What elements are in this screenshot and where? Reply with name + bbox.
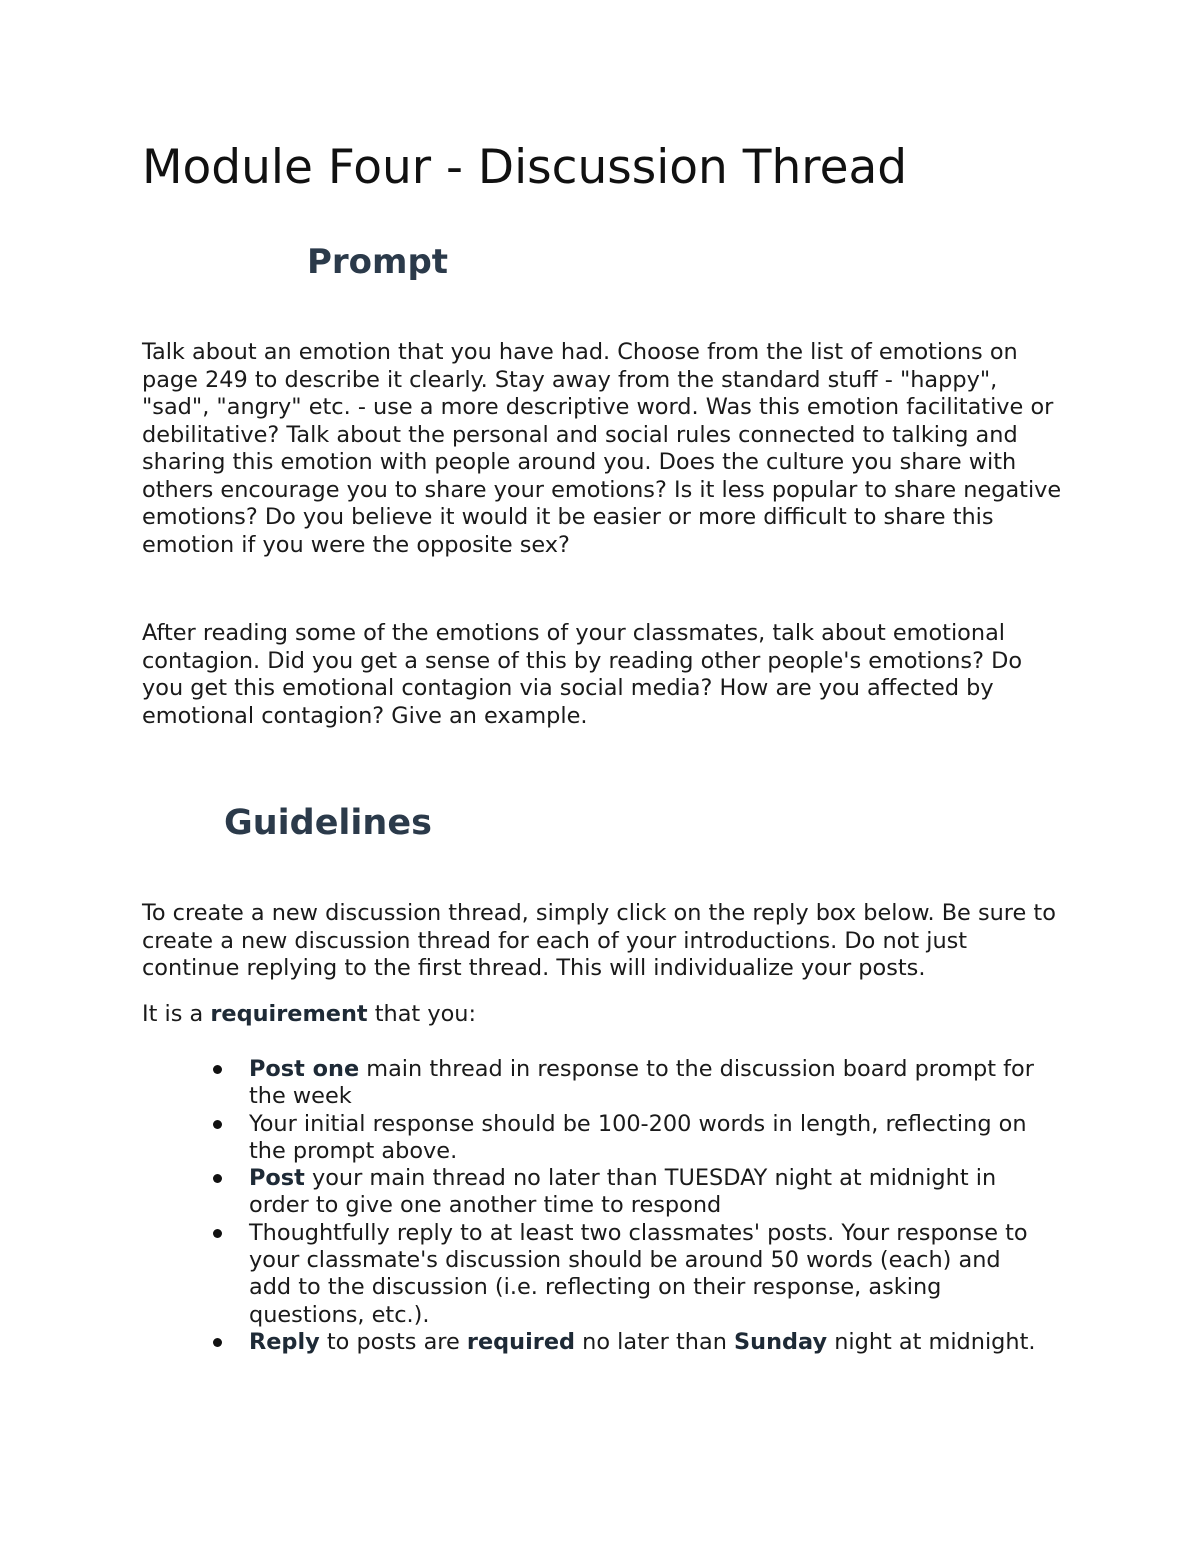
list-item xyxy=(142,1165,1039,1220)
bullet-bold-text: Post xyxy=(249,1165,305,1192)
bullet-icon xyxy=(213,1229,222,1238)
bullet-text: your main thread no later than TUESDAY night at midnight in order to give one another time to respond xyxy=(249,1165,997,1219)
bullet-text: main thread in response to the discussion board prompt for the week xyxy=(249,1056,1034,1110)
requirement-intro-after: that you: xyxy=(367,1001,476,1027)
list-item xyxy=(142,1220,1039,1329)
list-item xyxy=(142,1111,1039,1166)
bullet-icon xyxy=(213,1065,222,1074)
prompt-heading: Prompt xyxy=(307,242,449,282)
list-item xyxy=(142,1056,1039,1111)
bullet-text: no later than xyxy=(575,1328,735,1355)
requirement-intro xyxy=(142,1001,1067,1029)
bullet-icon xyxy=(213,1174,222,1183)
bullet-bold-text: Post one xyxy=(249,1056,360,1082)
guidelines-paragraph: To create a new discussion thread, simply click on the reply box below. Be sure to create a new discussion thread for each of your introductions. Do not just continue replying to the first thread. This will individualize your posts. xyxy=(142,900,1056,981)
bullet-bold-text: Reply xyxy=(249,1328,320,1355)
list-item xyxy=(142,1329,1039,1356)
bullet-text: Thoughtfully reply to at least two classmates' posts. Your response to your classmate's discussion should be around 50 words (each) and add to the discussion (i.e. reflecting on their response, asking questions, etc.). xyxy=(249,1219,1028,1328)
bullet-text: to posts are xyxy=(319,1328,467,1355)
document-title: Module Four - Discussion Thread xyxy=(142,140,908,195)
prompt-paragraph-1: Talk about an emotion that you have had. Choose from the list of emotions on page 249 to describe it clearly. Stay away from the standard stuff - "happy", "sad", "angry" etc. - use a more descriptive word. Was this emotion facilitative or debilitative? Talk about the personal and social rules connected to talking and sharing this emotion with people around you. Does the culture you share with others encourage you to share your emotions? Is it less popular to share negative emotions? Do you believe it would it be easier or more difficult to share this emotion if you were the opposite sex? xyxy=(142,339,1062,558)
bullet-bold-text: required xyxy=(466,1328,576,1355)
requirements-list xyxy=(142,1056,1072,1356)
prompt-paragraph-2: After reading some of the emotions of your classmates, talk about emotional contagion. Did you get a sense of this by reading other people's emotions? Do you get this emotional contagion via social media? How are you affected by emotional contagion? Give an example. xyxy=(142,620,1023,729)
bullet-text: night at midnight. xyxy=(827,1328,1036,1355)
bullet-icon xyxy=(213,1120,222,1129)
bullet-bold-text: Sunday xyxy=(734,1328,828,1355)
guidelines-heading: Guidelines xyxy=(224,803,432,843)
bullet-icon xyxy=(213,1338,222,1347)
bullet-text: Your initial response should be 100-200 words in length, reflecting on the prompt above. xyxy=(249,1110,1027,1164)
requirement-intro-bold: requirement xyxy=(210,1001,368,1027)
requirement-intro-before: It is a xyxy=(142,1001,211,1027)
